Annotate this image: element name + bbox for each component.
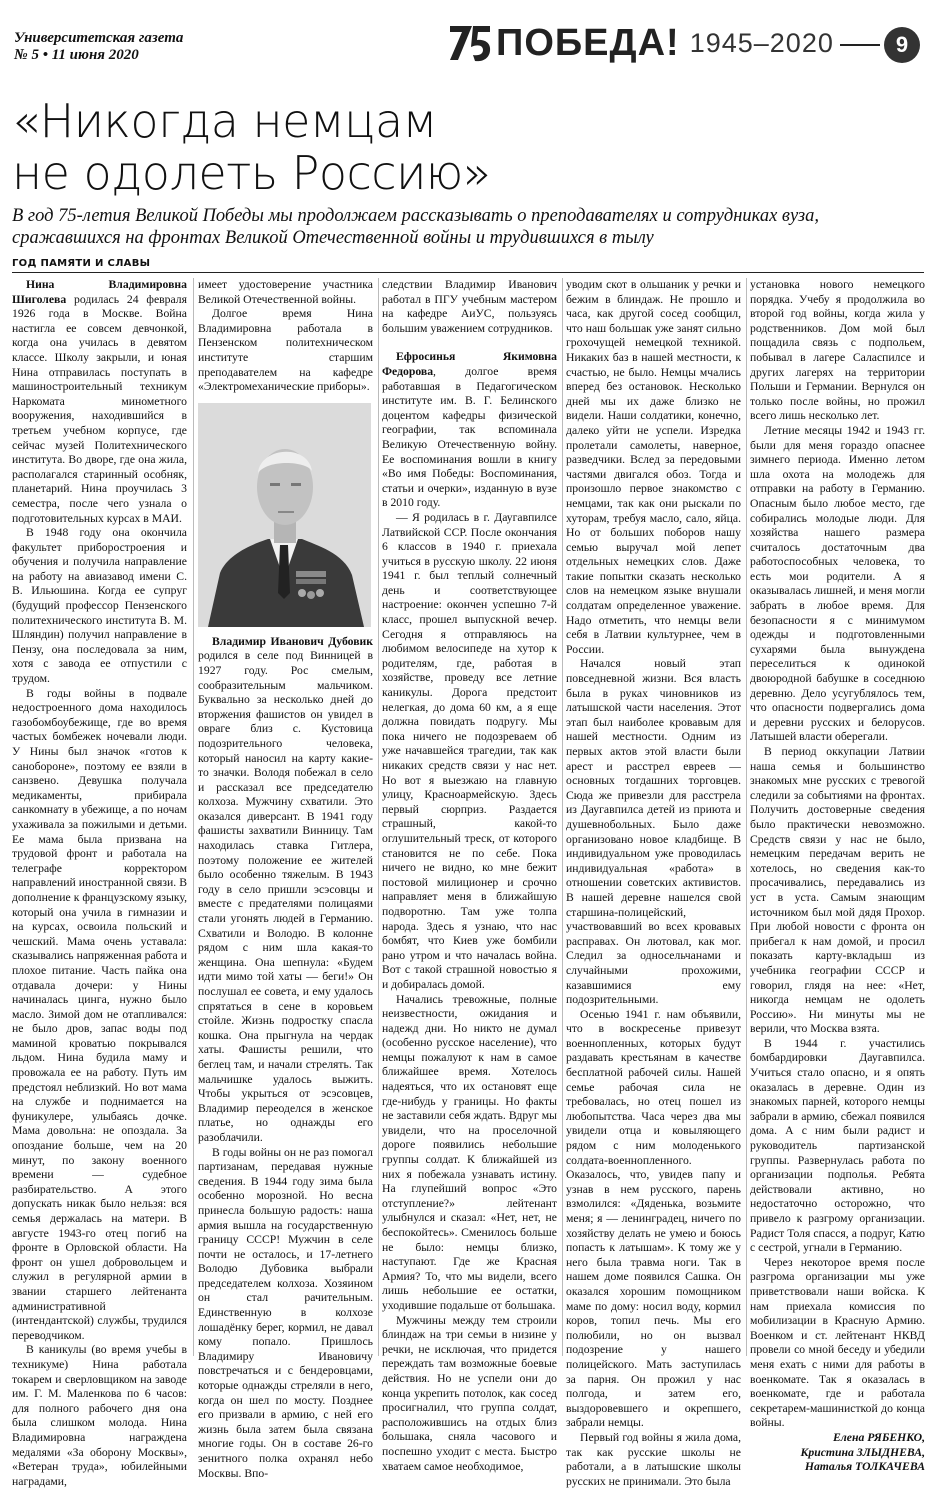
paragraph-text: Начались тревожные, полные неизвестности, ожидания и надежд дни. Но никто не думал (особенно русское население), что немцы пожалуют к нам в самое ближайшее время. Хотелось надеяться, что их остановят еще где-нибудь у границы. Но факты не заставили себя ждать. Вдруг мы увидели, что на проселочной дороге появились небольшие группы солдат. К ближайшей из них я побежала узнавать истину. На глупейший вопрос «Это отступление?» лейтенант улыбнулся и сказал: «Нет, нет, не беспокойтесь». Сменилось больше не было: немцы близко, наступают. Где же Красная Армия? То, что мы видели, всего лишь небольшие ее остатки, уходившие подальше от большака. [382, 992, 557, 1312]
article-paragraph [198, 635, 373, 1146]
article-paragraph [382, 511, 557, 993]
author-signature: Кристина ЗЛЫДНЕВА, [800, 1445, 925, 1459]
author-signature: Елена РЯБЕНКО, [833, 1430, 925, 1444]
paragraph-text: В 1948 году она окончила факультет приборостроения и обучения и получила направление на работу на авиазавод имени С. В. Ильюшина. Когда ее супруг (будущий профессор Пензенского политехнического института В. М. Шляндин) получил направление в Пензу, она последовала за ним, хотя с завода ее отпустили с трудом. [12, 526, 187, 686]
column-divider [746, 278, 747, 1356]
text-column-2 [198, 278, 373, 1480]
paragraph-text: — Я родилась в г. Даугавпилсе Латвийской ССР. После окончания 6 классов в 1940 г. приехала учиться в русскую школу. 22 июня 1941 г. был теплый солнечный день и соответствующее настроение: окончен успешно 7-й класс, прошел выпускной вечер. Сегодня я отправляюсь на любимом велосипеде на хутор к родителям, где, работая в хозяйстве, проведу все летние каникулы. Дорога предстоит нелегкая, до дома 60 км, а я еще должна повидать подругу. Мы пока ничего не подозреваем об уже начавшейся трагедии, так как никаких средств связи у нас нет. Но вот я выезжаю на главную улицу, Красноармейскую. Здесь первый сюрприз. Раздается страшный, какой-то оглушительный треск, от которого становится не по себе. Пока ничего не видно, ко мне бежит постовой милиционер и срочно направляет меня в ближайшую подворотню. Там уже толпа народа. Здесь я узнаю, что нас бомбят, что Киев уже бомбили рано утром и что началась война. Вот с такой страшной новостью я и добиралась домой. [382, 510, 557, 991]
text-column-4 [566, 278, 741, 1488]
paragraph-text: Мужчины между тем строили блиндаж на три семьи в низине у речки, не исключая, что придется переждать там возможные боевые действия. Но не успели они до конца укрепить потолок, как сосед просигналил, что группа солдат, расположившись на отдых близ большака, сняла часового и поспешно уходит с места. Быстро хватаем самое необходимое, [382, 1313, 557, 1473]
paragraph-text: Летние месяцы 1942 и 1943 гг. были для меня гораздо опаснее зимнего периода. Именно летом шла охота на молодежь для отправки на работу в Германию. Опасным было любое место, где собирались молодые люди. Для хозяйства нашего размера считалось достаточным два работоспособных человека, то есть мои родители. А я оказывалась лишней, и меня могли забрать в любое время. Для безопасности я с минимумом одежды и подготовленными сухарями была вынуждена переселиться к одинокой двоюродной бабушке в соседнюю деревню. Дело усугублялось тем, что опасности подвергались дома и деревни русских и белорусов. Латышей власти оберегали. [750, 423, 925, 744]
paragraph-text: следствии Владимир Иванович работал в ПГУ учебным мастером на кафедре АиУС, пользуясь большим уважением сотрудников. [382, 278, 557, 335]
article-paragraph [566, 278, 741, 657]
page-number: 9 [884, 27, 920, 63]
paragraph-text: имеет удостоверение участника Великой Отечественной войны. [198, 278, 373, 306]
article-paragraph [198, 278, 373, 307]
victory-logo [446, 18, 834, 68]
paragraph-text: установка нового немецкого порядка. Учебу я продолжила во второй год войны, когда жила у родственников. Дом мой был пощадила связь с подпольем, побывал в лагере Саласпилсе и других лагерях на территории Польши и Германии. Вернулся он только после войны, но прожил всего лишь несколько лет. [750, 278, 925, 423]
article-paragraph [12, 526, 187, 687]
author-signature: Наталья ТОЛКАЧЕВА [804, 1460, 925, 1474]
text-column-5 [750, 278, 925, 1474]
article-paragraph [382, 278, 557, 336]
newspaper-name: Университетская газета [14, 30, 184, 46]
column-divider [562, 278, 563, 1356]
portrait-image [198, 403, 371, 627]
rubric-rule [12, 272, 924, 273]
text-column-3 [382, 278, 557, 1473]
article-paragraph [12, 1343, 187, 1489]
logo-years: 1945–2020 [689, 27, 834, 58]
column-divider [193, 278, 194, 1356]
article-paragraph [750, 1037, 925, 1256]
article-paragraph [12, 687, 187, 1344]
article-paragraph [198, 1146, 373, 1482]
article-title: «Никогда немцам не одолеть Россию» [12, 94, 491, 200]
paragraph-text: В 1944 г. участились бомбардировки Даугавпилса. Учиться стало опасно, и я опять оказалась в деревне. Один из знакомых парней, которого немцы забрали в армию, сбежал появился дома. А с ним были радист и руководитель партизанской группы. Развернулась работа по организации подполья. Ребята действовали активно, но недостаточно осторожно, что привело к разгрому организации. Радист Толя спасся, а подруг, Катю с сестрой, угнали в Германию. [750, 1036, 925, 1255]
article-paragraph [382, 993, 557, 1314]
paragraph-text: Долгое время Нина Владимировна работала в Пензенском политехническом институте старшим преподавателем на кафедре «Электромеханические приборы». [198, 307, 373, 394]
paragraph-text: В годы войны он не раз помогал партизанам, передавая нужные сведения. В 1944 году зима была особенно морозной. Но весна принесла большую радость: наша армия вышла на государственную границу СССР! Мужчин в селе почти не осталось, и 17-летнего Володю Дубовика выбрали председателем колхоза. Хозяином он стал рачительным. Единственную в колхозе лошадёнку берег, кормил, не давал кому попало. Пришлось Владимиру Ивановичу повстречаться и с бендеровцами, которые однажды стреляли в него, когда он шел по мосту. Позднее его призвали в армию, с ней его жизнь была затем была связана многие годы. Он в составе 26-го зенитного полка охранял небо Москвы. Впо- [198, 1145, 373, 1480]
paragraph-text: Начался новый этап повседневной жизни. Вся власть была в руках чиновников из латышской части населения. Этот этап был наиболее кровавым для нашей местности. Одним из первых актов этой власти были арест и расстрел евреев — основных тогдашних торговцев. Сюда же привезли для расстрела из Даугавпилса детей из приюта и душевнобольных. Было даже организовано новое кладбище. В индивидуальном уже проводилась индивидуальная «работа» в отношении советских активистов. В нашей деревне нашелся свой старшина-полицейский, участвовавший во всех кровавых расправах. Он лютовал, как мог. Следил за односельчанами и случайными прохожими, казавшимися ему подозрительными. [566, 657, 741, 1007]
article-paragraph [12, 278, 187, 526]
paragraph-text: родился в селе под Винницей в 1927 году. Рос смелым, сообразительным мальчиком. Буквально за несколько дней до вторжения фашистов он увидел в овраге близ с. Кустовица подозрительного человека, который наносил на карту какие-то значки. Володя побежал в село и рассказал все председателю колхоза. Мужчину схватили. Это оказался диверсант. В 1941 году фашисты захватили Винницу. Там находилась ставка Гитлера, поэтому положение ее жителей было особенно тяжелым. В 1943 году в село пришли эсэсовцы и вместе с предателями полицаями стали угонять людей в Германию. Схватили и Володю. В колонне рядом с ним шла какая-то женщина. Она шепнула: «Будем идти мимо той хаты — беги!» Он послушал ее совета, и ему удалось спрятаться в сене в коровьем стойле. Жизнь подростку спасла кошка. Она прыгнула на чердак хаты. Фашисты решили, что беглец там, и начали стрелять. Так мальчишке удалось выжить. Чтобы укрыться от эсэсовцев, Владимир переоделся в женское платье, но однажды его разоблачили. [198, 649, 373, 1144]
article-paragraph [566, 1008, 741, 1431]
rubric-label: ГОД ПАМЯТИ И СЛАВЫ [12, 258, 151, 269]
paragraph-text: В каникулы (во время учебы в техникуме) Нина работала токарем и сверловщиком на заводе им. Г. М. Маленкова по 6 часов: для полного рабочего дня она была слишком молода. Нина Владимировна награждена медалями «За оборону Москвы», «Ветеран труда», юбилейными наградами, [12, 1343, 187, 1488]
newspaper-masthead [14, 30, 183, 64]
article-paragraph [198, 307, 373, 395]
article-paragraph [382, 1314, 557, 1475]
article-lead: В год 75-летия Великой Победы мы продолжаем рассказывать о преподавателях и сотрудниках вуза, сражавшихся на фронтах Великой Отечественной войны и трудившихся в тылу [12, 206, 820, 248]
article-paragraph [750, 424, 925, 745]
text-column-1 [12, 278, 187, 1488]
logo-text: ПОБЕДА! [496, 21, 680, 64]
paragraph-text: уводим скот в ольшаник у речки и бежим в блиндаж. Не прошло и часа, как другой сосед сообщил, что наш большак уже занят сильно грохочущей немецкой техникой. Никаких баз в нашей местности, к счастью, не было. Немцы мчались вперед без остановок. Несколько дней мы их даже близко не видели. Наши солдатики, конечно, далеко уйти не успели. Изредка пролетали самолеты, наверное, разведчики. Вслед за передовыми частями двигался обоз. Тогда и произошло первое знакомство с немцами, так как они рыскали по хуторам, требуя масло, сало, яйца. Но от больших поборов нашу семью выручал мой лепет отдельных немецких слов. Даже такие попытки сказать несколько слов на немецком языке внушали солдатам определенное уважение. Надо отметить, что немцы вели себя в Латвии культурнее, чем в России. [566, 278, 741, 656]
header-divider [840, 44, 880, 46]
column-divider [378, 278, 379, 1356]
paragraph-text: Осенью 1941 г. нам объявили, что в воскресенье привезут военнопленных, которых будут раздавать крестьянам в качестве бесплатной рабочей силы. Нашей семье рабочая сила не требовалась, но отец пошел из любопытства. Часа через два мы увидели отца и ковыляющего рядом с ним молоденького солдата-военнопленного. Оказалось, что, увидев папу и узнав в нем русского, парень взмолился: «Дяденька, возьмите меня; я — ленинградец, ничего по хозяйству делать не умею и боюсь попасть к латышам». К тому же у него была травма ноги. Так в нашем доме появился Сашка. Он оказался хорошим помощником маме по дому: носил воду, кормил коров, топил печь. Мы его полюбили, но он вызвал подозрение у нашего полицейского. Мать заступилась за парня. Он прожил у нас полгода, и затем его, выздоровевшего и окрепшего, забрали немцы. [566, 1007, 741, 1430]
paragraph-text: Через некоторое время после разгрома организации мы уже приветствовали наши войска. К нам приехала комиссия по мобилизации в Красную Армию. Военком и ст. лейтенант НКВД провели со мной беседу и убедили меня ехать с ними для работы в военкомате. Так я оказалась в военкомате, где и работала секретарем-машинисткой до конца войны. [750, 1255, 925, 1430]
person-name: Нина Владимировна Шиголева [12, 278, 187, 306]
person-name: Владимир Иванович Дубовик [212, 634, 373, 648]
article-paragraph [750, 278, 925, 424]
person-name: Ефросинья Якимовна Федорова [382, 350, 557, 378]
victory-75-emblem-icon [446, 20, 492, 66]
paragraph-text: В годы войны в подвале недостроенного дома находилось газобомбоубежище, где во время частых бомбежек ночевали люди. У Нины был значок «готов к санобороне», поэтому ее взяли в санзвено. Девушка получала медикаменты, прибирала санкомнату в убежище, а по ночам ухаживала за пожилыми и детьми. Ее мама была призвана на трудовой фронт и работала на телеграфе корректором направлений иностранной связи. В дополнение к французскому языку, который она учила в гимназии и на курсах, освоила польский и чешский. Мама очень уставала: сказывались напряженная работа и плохое питание. Часть пайка она отдавала дочери: у Нины начиналась цинга, нужно было масло. Зимой дом не отапливался: не было дров, запас воды под маминой кроватью покрывался льдом. Нина будила маму и провожала ее на работу. Путь им предстоял неблизкий. Но вот мама на службе и поднимается на фуникулере, улыбаясь дочке. Мама довольна: не опоздала. За опоздание больше, чем на 20 минут, по закону военного времени — судебное разбирательство. А этого допускать никак было нельзя: вся семья держалась на матери. В августе 1943-го отец погиб на фронте в Орловской области. На фронт он ушел добровольцем и служил в регулярной армии в звании старшего лейтенанта административной (интендантской) службы, трудился переводчиком. [12, 686, 187, 1342]
paragraph-text: , долгое время работавшая в Педагогическом институте им. В. Г. Белинского доцентом кафедры физической географии, так вспоминала Великую Отечественную войну. Ее воспоминания вошли в книгу «Во имя Победы: Воспоминания, статьи и очерки», изданную в вузе в 2010 году. [382, 364, 557, 510]
paragraph-text: В период оккупации Латвии наша семья и большинство знакомых мне русских с тревогой следили за событиями на фронтах. Получить достоверные сведения было практически невозможно. Средств связи у нас не было, немецким передачам верить не хотелось, но сведения как-то просачивались, передавались из уст в уста. Самым знающим источником был мой дядя Прохор. При любой новости с фронта он прибегал к нам домой, и просил показать карту-вкладыш из учебника географии СССР и говорил, глядя на нее: «Нет, никогда немцам не одолеть Россию». Ни минуты мы не верили, что Москва взята. [750, 745, 925, 1036]
paragraph-text: родилась 24 февраля 1926 года в Москве. Война настигла ее совсем девчонкой, когда она училась в девятом классе. Школу закрыли, и юная Нина отправилась поступать в машиностроительный техникум Наркомата минометного вооружения, находившийся в третьем учебном корпусе, где сейчас музей Политехнического института. Во дворе, где она жила, располагался старинный особняк, планетарий. Нина проучилась 3 семестра, после чего узнала о подготовительных курсах в МАИ. [12, 292, 187, 525]
article-paragraph [382, 350, 557, 511]
issue-date: № 5 • 11 июня 2020 [14, 47, 139, 63]
paragraph-text: Первый год войны я жила дома, так как русские школы не работали, а в латышские школы русских не принимали. Это была [566, 1430, 741, 1488]
portrait-photo [198, 403, 371, 627]
article-paragraph [750, 745, 925, 1037]
article-paragraph [750, 1256, 925, 1431]
article-paragraph [566, 1431, 741, 1489]
article-paragraph [566, 657, 741, 1007]
